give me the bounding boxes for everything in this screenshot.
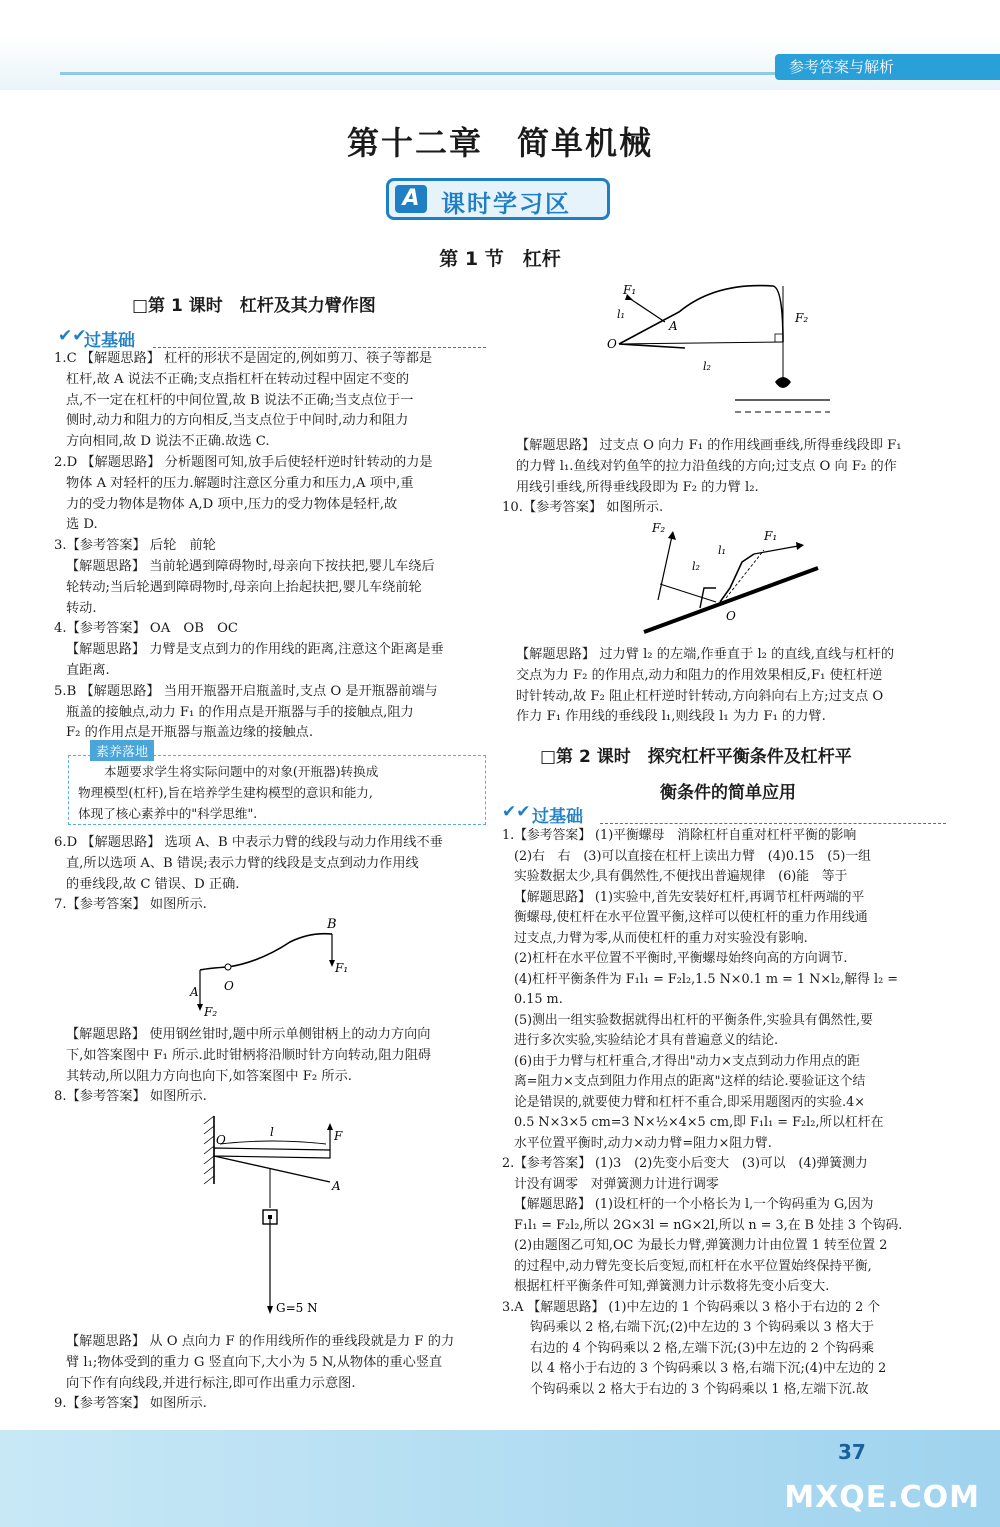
text-line: 其转动,所以阻力方向也向下,如答案图中 F₂ 所示. [66, 1068, 352, 1084]
figure-8 [200, 1108, 360, 1328]
text-line: 【解题思路】 (1)实验中,首先安装好杠杆,再调节杠杆两端的平 [514, 889, 865, 905]
label-o: O [216, 1133, 226, 1147]
zone-letter: A [395, 185, 427, 213]
label-a: A [190, 985, 199, 999]
label-f2: F₂ [652, 521, 666, 535]
label-l1: l₁ [617, 308, 625, 321]
text-line: 钩码乘以 2 格,右端下沉;(2)中左边的 3 个钩码乘以 3 格大于 [530, 1320, 875, 1335]
basic-heading-left [58, 326, 486, 351]
label-o: O [726, 609, 736, 623]
text-line: 【解题思路】 从 O 点向力 F 的作用线所作的垂线段就是力 F 的力 [66, 1334, 455, 1349]
text-line: 计没有调零 对弹簧测力计进行调零 [514, 1176, 719, 1192]
basic-label: 过基础 [84, 331, 135, 351]
section-title: 第 1 节 杠杆 [439, 248, 561, 270]
arm-l2 [660, 584, 716, 602]
text-line: 的力臂 l₁.鱼线对钓鱼竿的拉力沿鱼线的方向;过支点 O 向 F₂ 的作 [516, 458, 897, 474]
arrowhead-f1 [796, 542, 804, 550]
text-line: 侧时,动力和阻力的方向相反,当支点位于中间时,动力和阻力 [66, 413, 409, 429]
text-line: 2.D 【解题思路】 分析题图可知,放手后使轻杆逆时针转动的力是 [54, 454, 433, 470]
label-f2: F₂ [204, 1005, 218, 1019]
right-block-1 [502, 436, 946, 519]
text-line: 体现了核心素养中的"科学思维". [78, 805, 258, 821]
label-f: F [334, 1129, 343, 1143]
label-l1: l₁ [718, 544, 726, 557]
page-number: 37 [838, 1440, 866, 1464]
label-o: O [224, 979, 234, 993]
text-line: 衡螺母,使杠杆在水平位置平衡,这样可以使杠杆的重力作用线通 [514, 910, 868, 925]
fish [775, 377, 791, 388]
text-line: 过支点,力臂为零,从而使杠杆的重力对实验没有影响. [514, 930, 808, 946]
label-f1: F₁ [623, 283, 637, 297]
text-line: 9.【参考答案】 如图所示. [54, 1396, 207, 1412]
basic-label: 过基础 [532, 807, 583, 827]
text-line: 【解题思路】 使用钢丝钳时,题中所示单侧钳柄上的动力方向向 [66, 1027, 431, 1042]
text-line: 【解题思路】 (1)设杠杆的一个小格长为 l,一个钩码重为 G,因为 [514, 1197, 874, 1212]
pivot-o [225, 964, 231, 970]
figure-10 [630, 518, 830, 638]
text-line: (5)测出一组实验数据就得出杠杆的平衡条件,实验具有偶然性,要 [514, 1012, 873, 1028]
text-line: 进行多次实验,实验结论才具有普遍意义的结论. [514, 1033, 779, 1048]
text-line: 水平位置平衡时,动力×动力臂=阻力×阻力臂. [514, 1135, 772, 1151]
text-line: 臂 l₁;物体受到的重力 G 竖直向下,大小为 5 N,从物体的重心竖直 [66, 1354, 443, 1370]
right-block-2 [502, 645, 946, 728]
arrowhead-f [327, 1123, 333, 1130]
heading-rule [600, 823, 946, 825]
figure-9 [605, 278, 845, 428]
label-f1: F₁ [764, 529, 778, 543]
text-line: 直,所以选项 A、B 错误;表示力臂的线段是支点到动力作用线 [66, 855, 419, 871]
text-line: 3.A 【解题思路】 (1)中左边的 1 个钩码乘以 3 格小于右边的 2 个 [502, 1299, 881, 1315]
text-line: 2.【参考答案】 (1)3 (2)先变小后变大 (3)可以 (4)弹簧测力 [502, 1156, 868, 1171]
label-o: O [607, 337, 617, 351]
lesson2-title-line1: □第 2 课时 探究杠杆平衡条件及杠杆平 [540, 747, 852, 767]
text-line: 点,不一定在杠杆的中间位置,故 B 说法不正确;当支点位于一 [66, 392, 414, 408]
label-g: G=5 N [276, 1301, 318, 1315]
text-line: 轮转动;当后轮遇到障碍物时,母亲向上抬起扶把,婴儿车绕前轮 [66, 579, 422, 595]
text-line: 【解题思路】 过支点 O 向力 F₁ 的作用线画垂线,所得垂线段即 F₁ [516, 438, 902, 453]
text-line: 个钩码乘以 2 格大于右边的 3 个钩码乘以 1 格,左端下沉.故 [530, 1381, 869, 1397]
text-line: (4)杠杆平衡条件为 F₁l₁ = F₂l₂,1.5 N×0.1 m = 1 N×l₂,解得 l₂ = [514, 971, 899, 987]
text-line: 本题要求学生将实际问题中的对象(开瓶器)转换成 [104, 764, 379, 779]
text-line: 下,如答案图中 F₁ 所示.此时钳柄将沿顺时针方向转动,阻力阻碍 [66, 1047, 432, 1063]
text-line: 交点为力 F₂ 的作用点,动力和阻力的作用效果相反,F₁ 使杠杆逆 [516, 667, 883, 683]
text-line: (6)由于力臂与杠杆重合,才得出"动力×支点到动力作用点的距 [514, 1053, 860, 1069]
text-line: 向下作有向线段,并进行标注,即可作出重力示意图. [66, 1375, 356, 1391]
text-line: 以 4 格小于右边的 3 个钩码乘以 3 格,右端下沉;(4)中左边的 2 [530, 1361, 887, 1376]
text-line: 用线引垂线,所得垂线段即为 F₂ 的力臂 l₂. [516, 479, 759, 495]
text-line: 时针转动,故 F₂ 阻止杠杆逆时针转动,方向斜向右上方;过支点 O [516, 688, 884, 704]
label-a: A [669, 319, 678, 333]
header-tag: 参考答案与解析 [775, 54, 1000, 80]
label-f2: F₂ [795, 311, 809, 325]
label-b: B [327, 917, 337, 932]
text-line: 【解题思路】 力臂是支点到力的作用线的距离,注意这个距离是垂 [66, 642, 444, 658]
lesson2-title-line2: 衡条件的简单应用 [660, 783, 796, 803]
literacy-label: 素养落地 [90, 740, 154, 761]
arrowhead-g [267, 1306, 273, 1314]
text-line: 3.【参考答案】 后轮 前轮 [54, 538, 216, 554]
label-l: l [270, 1125, 274, 1139]
text-line: 6.D 【解题思路】 选项 A、B 中表示力臂的线段与动力作用线不垂 [54, 835, 443, 850]
lever-bar [214, 1148, 330, 1158]
check-icon: ✔✔ [58, 326, 87, 346]
label-a: A [332, 1179, 341, 1193]
label-l2: l₂ [692, 560, 700, 573]
text-line: 离=阻力×支点到阻力作用点的距离"这样的结论.要验证这个结 [514, 1074, 866, 1089]
wall-hatching [204, 1116, 214, 1184]
text-line: 8.【参考答案】 如图所示. [54, 1089, 207, 1105]
text-line: F₂ 的作用点是开瓶器与瓶盖边缘的接触点. [66, 725, 314, 741]
lesson1-title: □第 1 课时 杠杆及其力臂作图 [132, 296, 376, 316]
plier-handle-curve [200, 934, 332, 970]
arrow-f1 [629, 298, 665, 322]
text-line: 5.B 【解题思路】 当用开瓶器开启瓶盖时,支点 O 是开瓶器前端与 [54, 683, 438, 699]
lever-brace [214, 1156, 330, 1182]
text-line: 1.C 【解题思路】 杠杆的形状不是固定的,例如剪刀、筷子等都是 [54, 351, 433, 366]
text-line: 作力 F₁ 作用线的垂线段 l₁,则线段 l₁ 为力 F₁ 的力臂. [516, 709, 826, 725]
arm-l-brace [220, 1141, 326, 1144]
text-line: 【解题思路】 当前轮遇到障碍物时,母亲向下按扶把,婴儿车绕后 [66, 558, 435, 574]
text-line: F₁l₁ = F₂l₂,所以 2G×3l = nG×2l,所以 n = 3,在 B 处挂 3 个钩码. [514, 1217, 903, 1233]
watermark: MXQE.COM [784, 1480, 980, 1515]
text-line: (2)右 右 (3)可以直接在杠杆上读出力臂 (4)0.15 (5)一组 [514, 848, 871, 864]
text-line: 根据杠杆平衡条件可知,弹簧测力计示数将先变小后变大. [514, 1279, 830, 1294]
text-line: (2)杠杆在水平位置不平衡时,平衡螺母始终向高的方向调节. [514, 951, 848, 966]
text-line: (2)由题图乙可知,OC 为最长力臂,弹簧测力计由位置 1 转至位置 2 [514, 1238, 888, 1253]
check-icon: ✔✔ [502, 802, 531, 822]
text-line: 杠杆,故 A 说法不正确;支点指杠杆在转动过程中固定不变的 [66, 371, 410, 387]
left-block-4 [54, 1332, 494, 1415]
label-f1: F₁ [335, 961, 349, 975]
text-line: 物体 A 对轻杆的压力.解题时注意区分重力和压力,A 项中,重 [66, 475, 414, 491]
left-block-1 [54, 349, 494, 744]
text-line: 右边的 4 个钩码乘以 2 格,左端下沉;(3)中左边的 2 个钩码乘 [530, 1340, 875, 1356]
text-line: 的过程中,动力臂先变长后变短,而杠杆在水平位置始终保持平衡, [514, 1258, 872, 1274]
text-line: 1.【参考答案】 (1)平衡螺母 消除杠杆自重对杠杆平衡的影响 [502, 828, 857, 843]
text-line: 物理模型(杠杆),旨在培养学生建构模型的意识和能力, [78, 784, 373, 800]
right-block-3 [502, 826, 946, 1400]
text-line: 选 D. [66, 517, 98, 533]
chapter-title: 第十二章 简单机械 [346, 124, 653, 162]
figure-7 [180, 912, 360, 1020]
text-line: 转动. [66, 600, 97, 616]
arrow-f1 [754, 546, 798, 554]
text-line: 7.【参考答案】 如图所示. [54, 897, 207, 913]
text-line: 直距离. [66, 662, 110, 678]
text-line: 方向相同,故 D 说法不正确.故选 C. [66, 434, 270, 450]
left-block-2 [54, 833, 494, 916]
zone-label: 课时学习区 [441, 190, 571, 218]
basic-heading-right [502, 802, 946, 827]
zone-badge [386, 178, 610, 220]
text-line: 10.【参考答案】 如图所示. [502, 500, 664, 516]
rod-curve [619, 286, 783, 344]
text-line: 4.【参考答案】 OA OB OC [54, 621, 239, 637]
text-line: 论是错误的,就要使力臂和杠杆不重合,即采用题图丙的实验.4× [514, 1094, 865, 1110]
text-line: 瓶盖的接触点,动力 F₁ 的作用点是开瓶器与手的接触点,阻力 [66, 704, 414, 720]
text-line: 0.15 m. [514, 992, 563, 1007]
label-l2: l₂ [703, 360, 711, 373]
text-line: 【解题思路】 过力臂 l₂ 的左端,作垂直于 l₂ 的直线,直线与杠杆的 [516, 647, 895, 662]
rod-lower [619, 344, 685, 348]
text-line: 实验数据太少,具有偶然性,不便找出普遍规律 (6)能 等于 [514, 869, 848, 884]
text-line: 0.5 N×3×5 cm=3 N×½×4×5 cm,即 F₁l₁ = F₂l₂,所以杠杆在 [514, 1115, 884, 1130]
text-line: 力的受力物体是物体 A,D 项中,压力的受力物体是轻杆,故 [66, 496, 398, 512]
arrowhead-f2 [668, 531, 676, 540]
rod-handle [619, 314, 675, 344]
text-line: 的垂线段,故 C 错误、D 正确. [66, 876, 240, 892]
right-angle-mark [775, 334, 783, 342]
literacy-text [78, 762, 478, 824]
arrowhead-f2 [197, 1004, 203, 1011]
arrow-f2 [658, 536, 672, 600]
arm-l2-line [619, 342, 783, 344]
left-block-3 [54, 1025, 494, 1108]
